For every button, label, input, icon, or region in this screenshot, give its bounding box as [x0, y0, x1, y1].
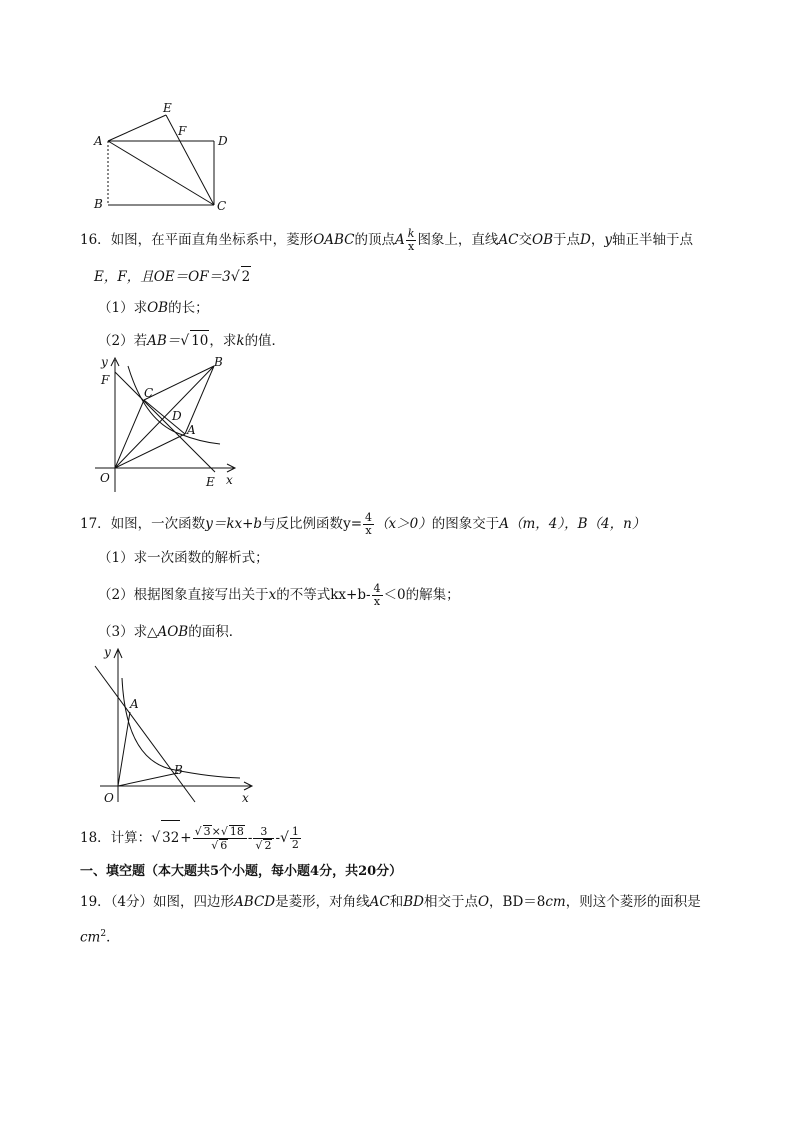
fraction-sqrt-product: $\frac{√ 3\times√ 18}{√ 6}$	[193, 825, 247, 852]
q16-stem: 16．如图，在平面直角坐标系中，菱形OABC的顶点A $\frac{k}{x}$ 图象上，直线AC交OB于点D，y轴正半轴于点	[80, 227, 693, 253]
label-a: A	[94, 134, 103, 148]
label-x: x	[226, 473, 233, 487]
q16-line2: E，F，且OE＝OF＝3√ 2	[94, 266, 251, 287]
fraction-4-over-x-ineq: $\frac{4}{x}$	[373, 582, 381, 608]
fraction-3-over-sqrt2: $\frac{3}{√ 2}$	[253, 826, 274, 852]
q16-part1: （1）求OB的长；	[98, 300, 209, 316]
label-y: y	[101, 355, 108, 369]
label-f: F	[101, 373, 110, 387]
fraction-4-over-x: $\frac{4}{x}$	[365, 511, 373, 537]
figure-linear-reciprocal	[90, 642, 260, 807]
label-b: B	[174, 763, 183, 777]
label-c: C	[144, 386, 154, 400]
label-e: E	[206, 475, 215, 489]
q17-part1: （1）求一次函数的解析式；	[98, 550, 269, 566]
figure-rectangle-abcd	[88, 95, 238, 215]
q17-part2: （2）根据图象直接写出关于x的不等式kx+b- $\frac{4}{x}$ ＜0的解集；	[98, 582, 460, 608]
label-e: E	[163, 101, 172, 115]
fraction-1-over-2: $\frac{1}{2}$	[291, 825, 299, 851]
label-d: D	[218, 134, 228, 148]
label-c: C	[217, 199, 227, 213]
label-a: A	[187, 423, 196, 437]
label-x: x	[242, 791, 249, 805]
q16-part2: （2）若AB＝√ 10，求k的值．	[98, 330, 285, 351]
q19-line2: $cm^2$．	[80, 929, 120, 946]
q17-part3: （3）求△AOB的面积．	[98, 624, 243, 640]
label-o: O	[104, 791, 114, 805]
q19-stem: 19．（4分）如图，四边形ABCD是菱形，对角线AC和BD相交于点O，BD＝8cm，则这个菱形的面积是	[80, 894, 701, 910]
fraction-k-over-x: $\frac{k}{x}$	[407, 227, 415, 253]
label-o: O	[100, 471, 110, 485]
label-b: B	[94, 197, 103, 211]
section-fill-in-title: 一、填空题（本大题共5个小题，每小题4分，共20分）	[80, 864, 403, 879]
label-a: A	[130, 697, 139, 711]
figure-rhombus-coordinates	[90, 352, 250, 492]
label-b: B	[214, 355, 223, 369]
q17-stem: 17．如图，一次函数y＝kx+b与反比例函数y= $\frac{4}{x}$ （x＞0）的图象交于A（m，4），B（4，n）	[80, 511, 646, 537]
q18-expression: 18．计算：√ 32+ $\frac{√ 3\times√ 18}{√ 6}$ - $\frac{3}{√ 2}$ -√ $\frac{1}{2}$	[80, 820, 302, 855]
label-f: F	[178, 124, 187, 138]
label-y: y	[104, 645, 111, 659]
label-d: D	[172, 409, 182, 423]
